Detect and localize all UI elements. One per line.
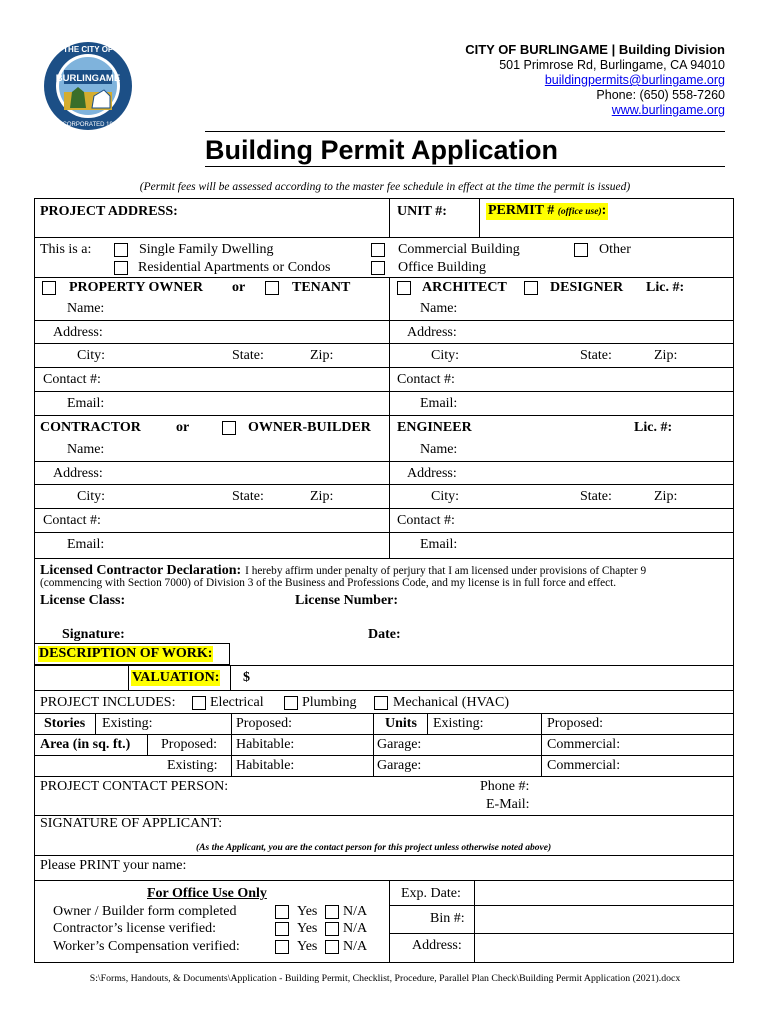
checkbox-single-family[interactable] xyxy=(114,243,128,257)
type-residential-apartments: Residential Apartments or Condos xyxy=(138,260,331,275)
hline-arch-1 xyxy=(389,320,734,321)
vline-valuation-left xyxy=(128,666,129,690)
hline-1 xyxy=(34,237,734,238)
office-row-license: Contractor’s license verified: xyxy=(53,921,217,936)
valuation-label: VALUATION: xyxy=(132,670,220,685)
hline-con-4 xyxy=(34,532,389,533)
project-includes-label: PROJECT INCLUDES: xyxy=(40,695,176,710)
designer-label: DESIGNER xyxy=(550,280,624,295)
architect-zip-label: Zip: xyxy=(654,348,678,363)
license-class-label: License Class: xyxy=(40,593,126,608)
license-number-label: License Number: xyxy=(295,593,399,608)
include-electrical: Electrical xyxy=(210,695,264,710)
vline-office xyxy=(389,880,390,963)
vline-office-values xyxy=(474,880,475,963)
include-plumbing: Plumbing xyxy=(302,695,357,710)
architect-address-label: Address: xyxy=(407,325,457,340)
checkbox-license-na[interactable] xyxy=(325,922,339,936)
area-existing-label: Existing: xyxy=(167,758,218,773)
contractor-contact-label: Contact #: xyxy=(43,513,101,528)
area-label: Area (in sq. ft.) xyxy=(40,737,131,752)
checkbox-electrical[interactable] xyxy=(192,696,206,710)
engineer-address-label: Address: xyxy=(407,466,457,481)
checkbox-workers-comp-yes[interactable] xyxy=(275,940,289,954)
owner-city-label: City: xyxy=(77,348,106,363)
svg-text:BURLINGAME: BURLINGAME xyxy=(55,73,121,84)
checkbox-owner-builder-na[interactable] xyxy=(325,905,339,919)
owner-state-label: State: xyxy=(232,348,264,363)
architect-city-label: City: xyxy=(431,348,460,363)
office-address-label: Address: xyxy=(412,938,462,953)
hline-con-1 xyxy=(34,461,389,462)
hline-12 xyxy=(34,855,734,856)
hline-3 xyxy=(34,415,734,416)
contractor-or-label: or xyxy=(176,420,190,435)
header-divider xyxy=(205,131,725,132)
engineer-lic-label: Lic. #: xyxy=(634,420,673,435)
office-use-heading: For Office Use Only xyxy=(147,886,267,901)
architect-lic-label: Lic. #: xyxy=(646,280,685,295)
declaration-text-1: I hereby affirm under penalty of perjury that I am licensed under provisions of Chapter 9 xyxy=(245,565,647,577)
hline-6 xyxy=(34,690,734,691)
vline-unit xyxy=(389,198,390,238)
hline-arch-2 xyxy=(389,343,734,344)
vline-stories xyxy=(95,713,96,735)
checkbox-owner-builder-yes[interactable] xyxy=(275,905,289,919)
checkbox-designer[interactable] xyxy=(524,281,538,295)
hline-con-2 xyxy=(34,484,389,485)
units-label: Units xyxy=(385,716,417,731)
this-is-a-label: This is a: xyxy=(40,242,92,257)
hline-10 xyxy=(34,776,734,777)
checkbox-property-owner[interactable] xyxy=(42,281,56,295)
contact-phone-label: Phone #: xyxy=(480,779,530,794)
area-existing-garage: Garage: xyxy=(377,758,422,773)
hline-eng-1 xyxy=(389,461,734,462)
checkbox-commercial-building[interactable] xyxy=(371,243,385,257)
hline-arch-3 xyxy=(389,367,734,368)
declaration-heading: Licensed Contractor Declaration: xyxy=(40,563,242,578)
svg-text:THE CITY OF: THE CITY OF xyxy=(63,45,113,54)
hline-con-3 xyxy=(34,508,389,509)
bin-label: Bin #: xyxy=(430,911,465,926)
hline-eng-3 xyxy=(389,508,734,509)
signature-applicant-label: SIGNATURE OF APPLICANT: xyxy=(40,816,223,831)
engineer-contact-label: Contact #: xyxy=(397,513,455,528)
include-mechanical: Mechanical (HVAC) xyxy=(393,695,509,710)
hline-owner-4 xyxy=(34,391,389,392)
checkbox-plumbing[interactable] xyxy=(284,696,298,710)
hline-2 xyxy=(34,277,734,278)
vline-proposed xyxy=(231,713,232,777)
hline-4 xyxy=(34,558,734,559)
vline-area xyxy=(147,734,148,756)
vline-permit xyxy=(479,198,480,238)
project-address-label: PROJECT ADDRESS: xyxy=(40,204,178,219)
checkbox-tenant[interactable] xyxy=(265,281,279,295)
workers-comp-na-label: N/A xyxy=(343,939,368,954)
unit-label: UNIT #: xyxy=(397,204,447,219)
owner-zip-label: Zip: xyxy=(310,348,334,363)
stories-proposed-label: Proposed: xyxy=(236,716,292,731)
hline-13 xyxy=(34,880,734,881)
email-link[interactable]: buildingpermits@burlingame.org xyxy=(544,73,725,87)
engineer-state-label: State: xyxy=(580,489,612,504)
license-na-label: N/A xyxy=(343,921,368,936)
checkbox-mechanical[interactable] xyxy=(374,696,388,710)
contact-person-label: PROJECT CONTACT PERSON: xyxy=(40,779,229,794)
hline-7 xyxy=(34,713,734,714)
checkbox-architect[interactable] xyxy=(397,281,411,295)
checkbox-other[interactable] xyxy=(574,243,588,257)
permit-label-text: PERMIT # xyxy=(488,203,555,218)
hline-5 xyxy=(34,665,734,666)
architect-state-label: State: xyxy=(580,348,612,363)
checkbox-owner-builder[interactable] xyxy=(222,421,236,435)
hline-arch-4 xyxy=(389,391,734,392)
hline-owner-1 xyxy=(34,320,389,321)
owner-builder-label: OWNER-BUILDER xyxy=(248,420,371,435)
architect-label: ARCHITECT xyxy=(422,280,507,295)
vline-units xyxy=(427,713,428,735)
owner-contact-label: Contact #: xyxy=(43,372,101,387)
page-title: Building Permit Application xyxy=(205,135,559,165)
office-row-workers-comp: Worker’s Compensation verified: xyxy=(53,939,240,954)
architect-email-label: Email: xyxy=(420,396,458,411)
hline-eng-4 xyxy=(389,532,734,533)
hline-eng-2 xyxy=(389,484,734,485)
area-proposed-label: Proposed: xyxy=(161,737,217,752)
hline-8 xyxy=(34,734,734,735)
description-of-work-label: DESCRIPTION OF WORK: xyxy=(39,646,213,661)
owner-address-label: Address: xyxy=(53,325,103,340)
engineer-label: ENGINEER xyxy=(397,420,472,435)
declaration-text-2: (commencing with Section 7000) of Division 3 of the Business and Professions Code, and my license is in full force and effect. xyxy=(40,577,617,589)
contractor-state-label: State: xyxy=(232,489,264,504)
vline-commercial xyxy=(541,713,542,777)
hline-office-1 xyxy=(389,905,734,906)
svg-text:INCORPORATED 1908: INCORPORATED 1908 xyxy=(56,122,120,128)
permit-office-use: (office use) xyxy=(557,207,602,217)
owner-builder-yes-label: Yes xyxy=(297,904,318,919)
owner-email-label: Email: xyxy=(67,396,105,411)
contractor-name-label: Name: xyxy=(67,442,105,457)
vline-valuation-right xyxy=(230,666,231,690)
workers-comp-yes-label: Yes xyxy=(297,939,318,954)
architect-contact-label: Contact #: xyxy=(397,372,455,387)
contractor-city-label: City: xyxy=(77,489,106,504)
print-name-label: Please PRINT your name: xyxy=(40,858,187,873)
applicant-note: (As the Applicant, you are the contact person for this project unless otherwise noted above) xyxy=(196,843,552,853)
hline-owner-2 xyxy=(34,343,389,344)
contractor-zip-label: Zip: xyxy=(310,489,334,504)
owner-or-label: or xyxy=(232,280,246,295)
title-underline xyxy=(205,166,725,167)
area-existing-habitable: Habitable: xyxy=(236,758,295,773)
signature-label: Signature: xyxy=(62,627,125,642)
org-address: 501 Primrose Rd, Burlingame, CA 94010 xyxy=(499,58,725,72)
type-office-building: Office Building xyxy=(398,260,487,275)
area-proposed-habitable: Habitable: xyxy=(236,737,295,752)
type-single-family: Single Family Dwelling xyxy=(139,242,274,257)
contractor-address-label: Address: xyxy=(53,466,103,481)
checkbox-license-yes[interactable] xyxy=(275,922,289,936)
org-phone: Phone: (650) 558-7260 xyxy=(596,88,725,102)
hline-9 xyxy=(34,755,734,756)
permit-label xyxy=(486,203,608,220)
org-name: CITY OF BURLINGAME | Building Division xyxy=(465,42,725,57)
area-proposed-garage: Garage: xyxy=(377,737,422,752)
engineer-email-label: Email: xyxy=(420,537,458,552)
area-proposed-commercial: Commercial: xyxy=(547,737,621,752)
tenant-label: TENANT xyxy=(292,280,351,295)
date-label: Date: xyxy=(368,627,401,642)
engineer-name-label: Name: xyxy=(420,442,458,457)
property-owner-label: PROPERTY OWNER xyxy=(69,280,203,295)
units-proposed-label: Proposed: xyxy=(547,716,603,731)
website-link[interactable]: www.burlingame.org xyxy=(611,103,725,117)
contractor-email-label: Email: xyxy=(67,537,105,552)
area-existing-commercial: Commercial: xyxy=(547,758,621,773)
hline-owner-3 xyxy=(34,367,389,368)
owner-name-label: Name: xyxy=(67,301,105,316)
stories-label: Stories xyxy=(44,716,86,731)
type-commercial-building: Commercial Building xyxy=(398,242,520,257)
architect-name-label: Name: xyxy=(420,301,458,316)
engineer-city-label: City: xyxy=(431,489,460,504)
checkbox-residential-apartments[interactable] xyxy=(114,261,128,275)
checkbox-workers-comp-na[interactable] xyxy=(325,940,339,954)
contact-email-label: E-Mail: xyxy=(486,797,530,812)
hline-office-2 xyxy=(389,933,734,934)
office-row-owner-builder: Owner / Builder form completed xyxy=(53,904,237,919)
units-existing-label: Existing: xyxy=(433,716,484,731)
type-other: Other xyxy=(599,242,631,257)
fee-note: (Permit fees will be assessed according to the master fee schedule in effect at the time the permit is issued) xyxy=(139,181,631,193)
footer-path: S:\Forms, Handouts, & Documents\Application - Building Permit, Checklist, Procedure, Parallel Plan Check\Building Permit Application (2021).docx xyxy=(89,973,681,984)
license-yes-label: Yes xyxy=(297,921,318,936)
engineer-zip-label: Zip: xyxy=(654,489,678,504)
contractor-label: CONTRACTOR xyxy=(40,420,141,435)
permit-colon: : xyxy=(601,203,607,218)
stories-existing-label: Existing: xyxy=(102,716,153,731)
vline-mid-table xyxy=(373,713,374,777)
owner-builder-na-label: N/A xyxy=(343,904,368,919)
checkbox-office-building[interactable] xyxy=(371,261,385,275)
city-seal-logo xyxy=(42,40,134,132)
valuation-dollar: $ xyxy=(243,670,250,685)
exp-date-label: Exp. Date: xyxy=(401,886,461,901)
